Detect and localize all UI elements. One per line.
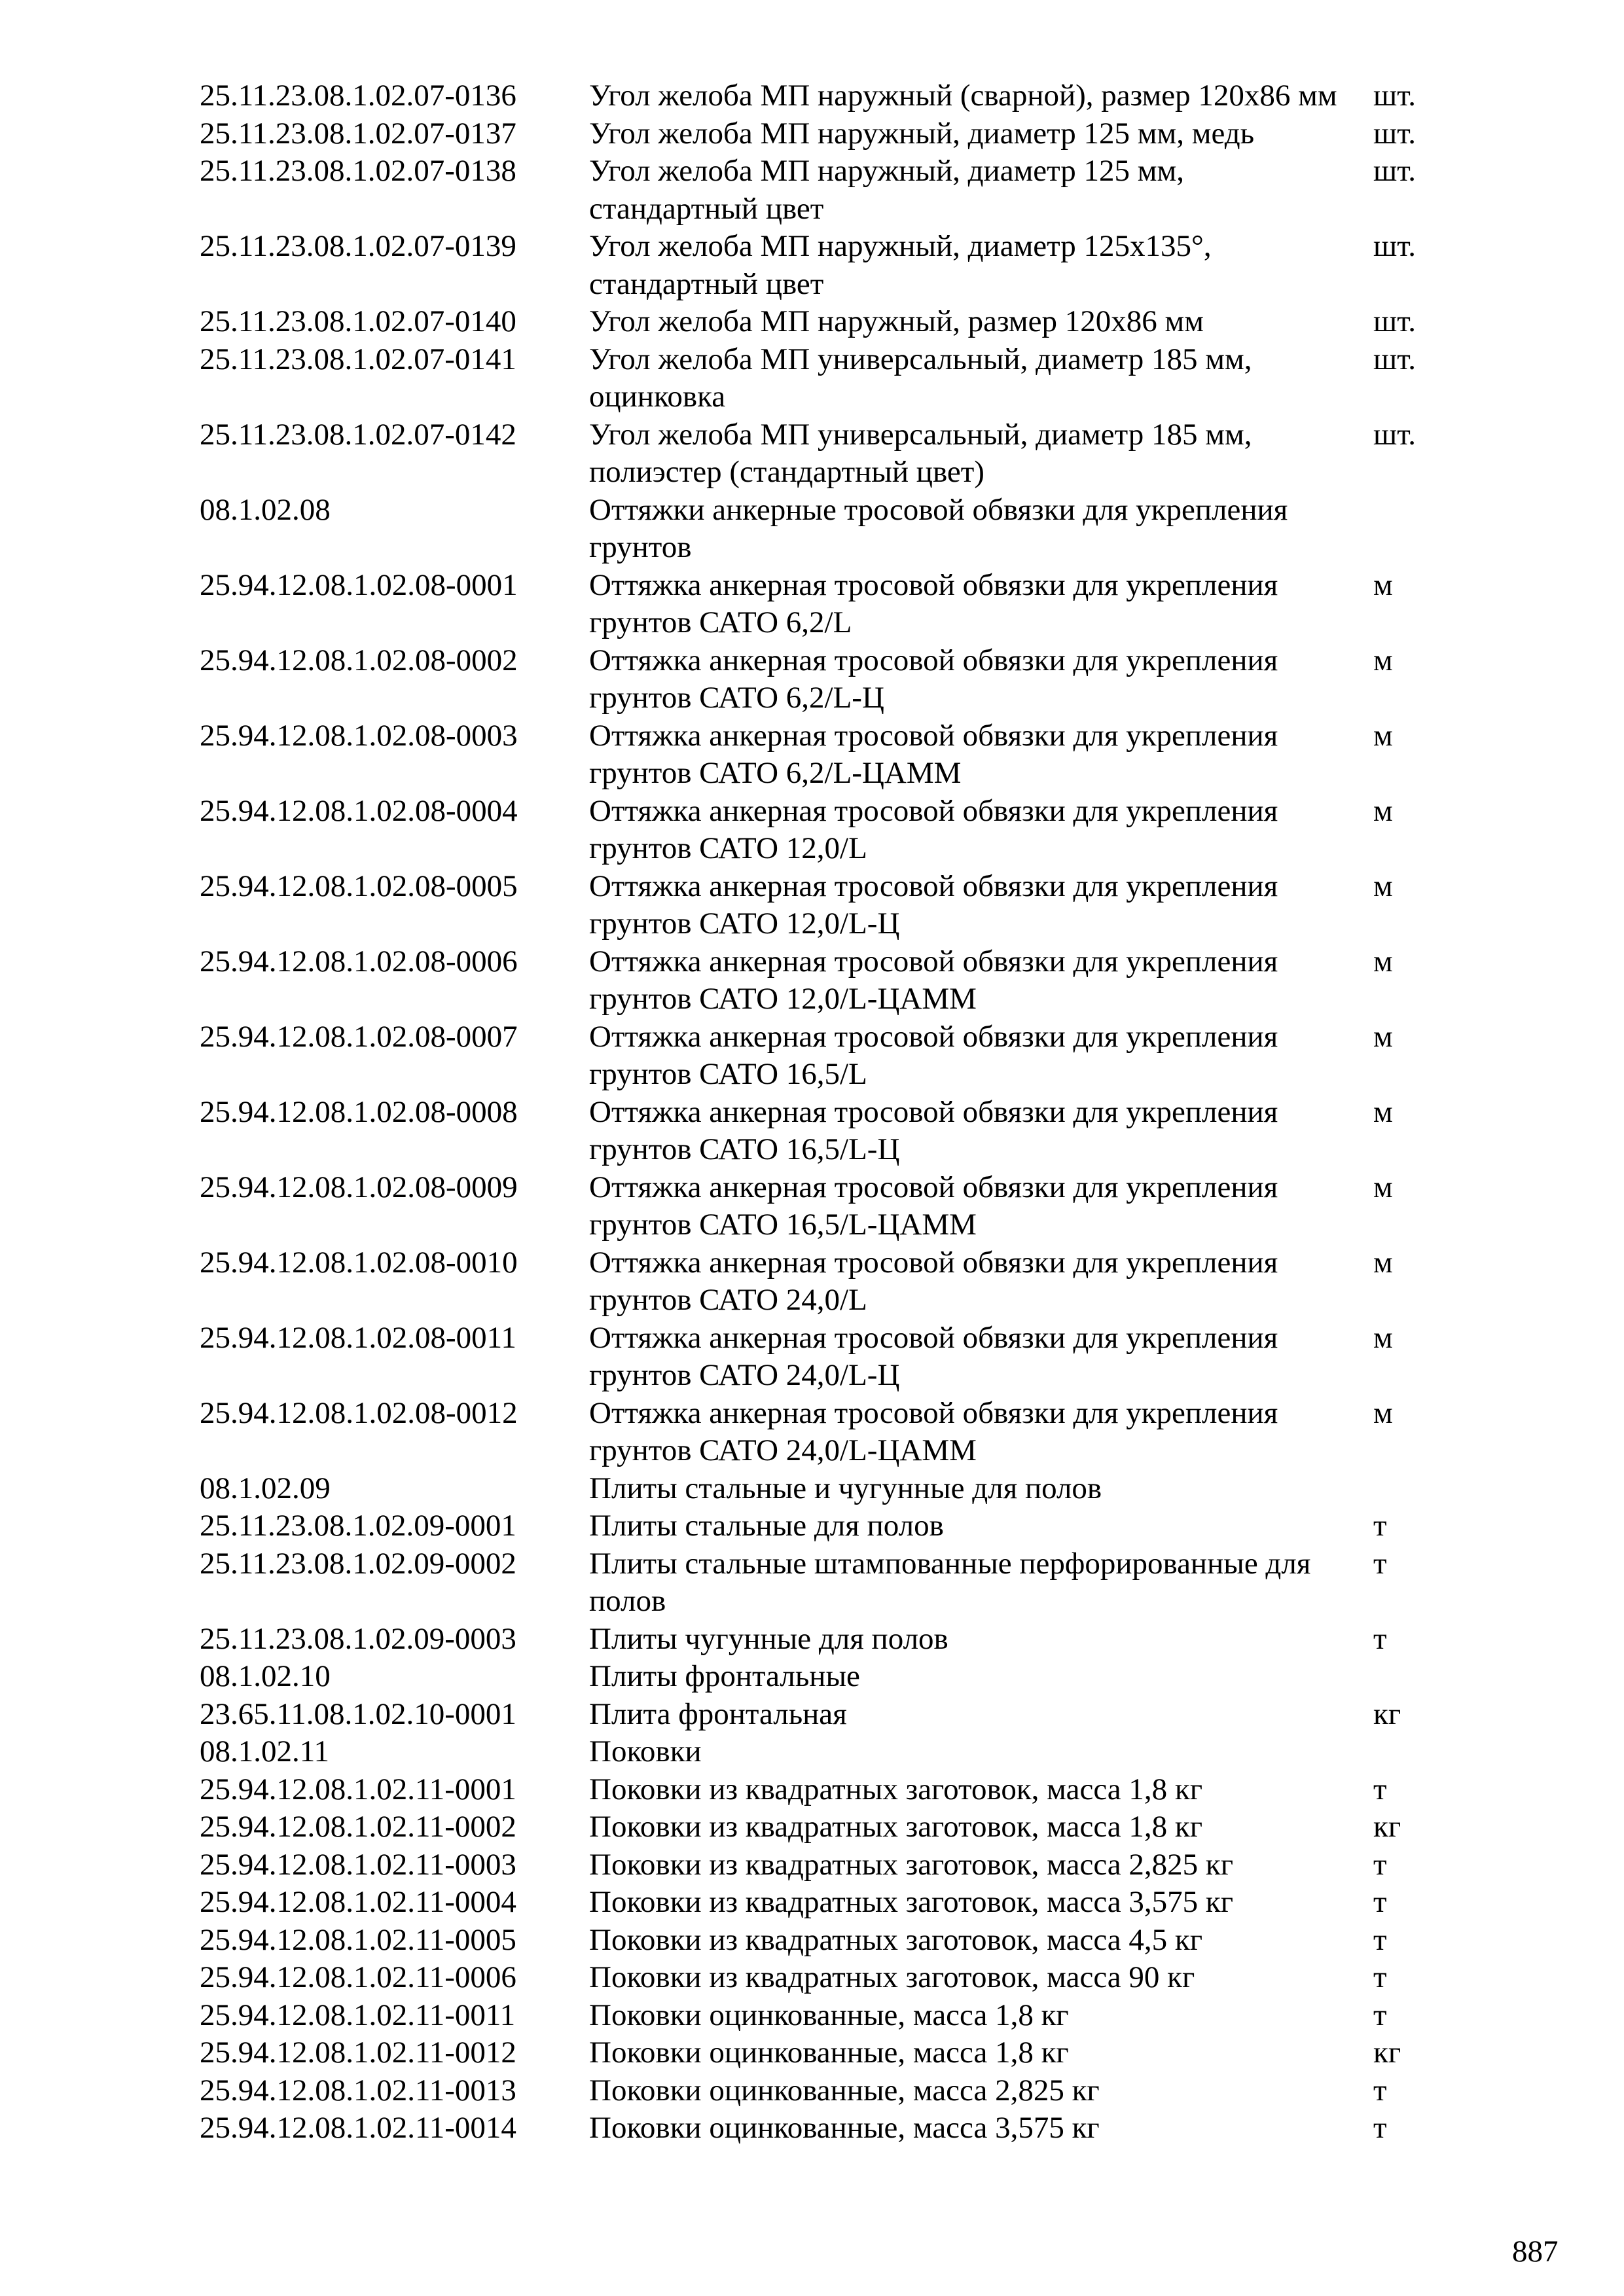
price-list-table: [0, 77, 1624, 2147]
resource-name: Угол желоба МП наружный, диаметр 125 мм, медь: [589, 116, 1255, 151]
resource-code: 25.94.12.08.1.02.11-0003: [200, 1847, 516, 1882]
measure-unit: м: [1373, 1094, 1393, 1129]
table-row: [0, 341, 1624, 416]
resource-name: Поковки из квадратных заготовок, масса 90 кг: [589, 1960, 1195, 1994]
resource-code: 25.11.23.08.1.02.07-0138: [200, 154, 516, 188]
table-row: [0, 1658, 1624, 1696]
resource-code: 25.94.12.08.1.02.11-0006: [200, 1960, 516, 1994]
measure-unit: кг: [1373, 1810, 1401, 1844]
resource-name: Оттяжка анкерная тросовой обвязки для укрепления грунтов САТО 12,0/L-Ц: [589, 869, 1278, 941]
resource-name: Плиты фронтальные: [589, 1659, 860, 1693]
resource-name: Угол желоба МП наружный, диаметр 125x135°, стандартный цвет: [589, 229, 1212, 301]
measure-unit: м: [1373, 793, 1393, 828]
resource-name: Поковки из квадратных заготовок, масса 1,8 кг: [589, 1810, 1202, 1844]
resource-name: Плита фронтальная: [589, 1696, 847, 1731]
table-row: [0, 1094, 1624, 1169]
measure-unit: шт.: [1373, 417, 1416, 452]
resource-name: Оттяжка анкерная тросовой обвязки для укрепления грунтов САТО 6,2/L: [589, 567, 1278, 639]
measure-unit: шт.: [1373, 342, 1416, 376]
resource-name: Поковки оцинкованные, масса 1,8 кг: [589, 1998, 1069, 2032]
resource-code: 08.1.02.11: [200, 1734, 330, 1768]
table-row: [0, 1959, 1624, 1997]
measure-unit: т: [1373, 2073, 1387, 2108]
resource-code: 25.94.12.08.1.02.08-0004: [200, 793, 518, 828]
table-row: [0, 2072, 1624, 2110]
resource-code: 25.94.12.08.1.02.08-0011: [200, 1320, 516, 1355]
table-row: [0, 1771, 1624, 1809]
measure-unit: м: [1373, 944, 1393, 978]
resource-name: Плиты стальные и чугунные для полов: [589, 1471, 1102, 1505]
resource-code: 25.11.23.08.1.02.09-0002: [200, 1546, 516, 1581]
resource-code: 08.1.02.08: [200, 492, 331, 527]
measure-unit: шт.: [1373, 229, 1416, 263]
table-row: [0, 1169, 1624, 1244]
table-row: [0, 943, 1624, 1018]
table-row: [0, 1395, 1624, 1470]
resource-name: Оттяжка анкерная тросовой обвязки для укрепления грунтов САТО 16,5/L: [589, 1019, 1278, 1091]
measure-unit: шт.: [1373, 79, 1416, 113]
table-row: [0, 1997, 1624, 2035]
table-row: [0, 1018, 1624, 1094]
resource-name: Оттяжка анкерная тросовой обвязки для укрепления грунтов САТО 12,0/L-ЦАММ: [589, 944, 1278, 1016]
resource-name: Поковки оцинкованные, масса 1,8 кг: [589, 2036, 1069, 2070]
resource-code: 25.94.12.08.1.02.08-0001: [200, 567, 518, 602]
table-row: [0, 1846, 1624, 1884]
measure-unit: т: [1373, 2111, 1387, 2145]
resource-code: 25.94.12.08.1.02.08-0010: [200, 1245, 518, 1280]
resource-name: Плиты стальные для полов: [589, 1509, 944, 1543]
resource-name: Плиты чугунные для полов: [589, 1621, 948, 1656]
resource-code: 25.94.12.08.1.02.11-0012: [200, 2036, 516, 2070]
resource-code: 25.94.12.08.1.02.08-0007: [200, 1019, 518, 1054]
measure-unit: м: [1373, 1395, 1393, 1430]
table-row: [0, 793, 1624, 868]
measure-unit: м: [1373, 567, 1393, 602]
resource-code: 25.11.23.08.1.02.07-0141: [200, 342, 516, 376]
page-number: 887: [1512, 2234, 1559, 2269]
table-row: [0, 228, 1624, 303]
resource-name: Оттяжка анкерная тросовой обвязки для укрепления грунтов САТО 24,0/L-Ц: [589, 1320, 1278, 1392]
table-row: [0, 1808, 1624, 1846]
resource-name: Поковки из квадратных заготовок, масса 1,8 кг: [589, 1772, 1202, 1806]
table-row: [0, 1319, 1624, 1395]
resource-name: Оттяжка анкерная тросовой обвязки для укрепления грунтов САТО 6,2/L-Ц: [589, 643, 1278, 715]
resource-code: 25.94.12.08.1.02.11-0001: [200, 1772, 516, 1806]
measure-unit: т: [1373, 1960, 1387, 1994]
measure-unit: кг: [1373, 1696, 1401, 1731]
table-row: [0, 1696, 1624, 1734]
resource-code: 25.94.12.08.1.02.08-0006: [200, 944, 518, 978]
table-row: [0, 2034, 1624, 2072]
resource-name: Оттяжка анкерная тросовой обвязки для укрепления грунтов САТО 24,0/L-ЦАММ: [589, 1395, 1278, 1467]
table-row: [0, 868, 1624, 943]
measure-unit: т: [1373, 1621, 1387, 1656]
resource-code: 25.11.23.08.1.02.07-0137: [200, 116, 516, 151]
measure-unit: т: [1373, 1922, 1387, 1957]
table-row: [0, 1244, 1624, 1319]
table-row: [0, 1470, 1624, 1508]
resource-name: Оттяжка анкерная тросовой обвязки для укрепления грунтов САТО 12,0/L: [589, 793, 1278, 865]
resource-name: Поковки из квадратных заготовок, масса 3,575 кг: [589, 1885, 1233, 1919]
measure-unit: м: [1373, 1019, 1393, 1054]
measure-unit: м: [1373, 1170, 1393, 1204]
table-row: [0, 1733, 1624, 1771]
resource-name: Поковки: [589, 1734, 702, 1768]
resource-code: 25.94.12.08.1.02.08-0008: [200, 1094, 518, 1129]
resource-code: 25.94.12.08.1.02.08-0009: [200, 1170, 518, 1204]
resource-code: 25.11.23.08.1.02.09-0003: [200, 1621, 516, 1656]
table-row: [0, 1621, 1624, 1659]
table-row: [0, 416, 1624, 492]
measure-unit: т: [1373, 1998, 1387, 2032]
resource-code: 25.94.12.08.1.02.11-0014: [200, 2111, 516, 2145]
table-row: [0, 1545, 1624, 1621]
resource-code: 25.94.12.08.1.02.11-0002: [200, 1810, 516, 1844]
resource-code: 25.11.23.08.1.02.07-0140: [200, 304, 516, 338]
resource-code: 25.94.12.08.1.02.08-0002: [200, 643, 518, 677]
measure-unit: т: [1373, 1847, 1387, 1882]
resource-name: Угол желоба МП наружный, диаметр 125 мм, стандартный цвет: [589, 154, 1185, 226]
resource-name: Оттяжка анкерная тросовой обвязки для укрепления грунтов САТО 16,5/L-ЦАММ: [589, 1170, 1278, 1242]
table-row: [0, 1884, 1624, 1922]
resource-name: Угол желоба МП наружный, размер 120x86 мм: [589, 304, 1204, 338]
resource-name: Угол желоба МП наружный (сварной), размер 120x86 мм: [589, 79, 1337, 113]
resource-name: Поковки оцинкованные, масса 2,825 кг: [589, 2073, 1100, 2108]
table-row: [0, 2109, 1624, 2147]
resource-name: Поковки оцинкованные, масса 3,575 кг: [589, 2111, 1100, 2145]
measure-unit: м: [1373, 1245, 1393, 1280]
resource-name: Оттяжка анкерная тросовой обвязки для укрепления грунтов САТО 6,2/L-ЦАММ: [589, 718, 1278, 790]
resource-code: 25.94.12.08.1.02.08-0003: [200, 718, 518, 753]
resource-name: Поковки из квадратных заготовок, масса 2,825 кг: [589, 1847, 1233, 1882]
resource-name: Оттяжка анкерная тросовой обвязки для укрепления грунтов САТО 16,5/L-Ц: [589, 1094, 1278, 1166]
measure-unit: шт.: [1373, 304, 1416, 338]
resource-code: 25.94.12.08.1.02.11-0011: [200, 1998, 516, 2032]
table-row: [0, 303, 1624, 341]
table-row: [0, 77, 1624, 115]
table-row: [0, 152, 1624, 228]
table-row: [0, 1507, 1624, 1545]
measure-unit: м: [1373, 1320, 1393, 1355]
table-row: [0, 567, 1624, 642]
measure-unit: т: [1373, 1885, 1387, 1919]
resource-code: 25.94.12.08.1.02.11-0013: [200, 2073, 516, 2108]
measure-unit: кг: [1373, 2036, 1401, 2070]
resource-name: Угол желоба МП универсальный, диаметр 185 мм, оцинковка: [589, 342, 1252, 414]
measure-unit: шт.: [1373, 154, 1416, 188]
resource-code: 25.94.12.08.1.02.08-0005: [200, 869, 518, 903]
measure-unit: т: [1373, 1509, 1387, 1543]
resource-name: Угол желоба МП универсальный, диаметр 185 мм, полиэстер (стандартный цвет): [589, 417, 1252, 489]
table-row: [0, 115, 1624, 153]
resource-name: Оттяжка анкерная тросовой обвязки для укрепления грунтов САТО 24,0/L: [589, 1245, 1278, 1317]
resource-code: 25.11.23.08.1.02.07-0139: [200, 229, 516, 263]
resource-code: 25.11.23.08.1.02.07-0142: [200, 417, 516, 452]
measure-unit: м: [1373, 643, 1393, 677]
resource-code: 25.94.12.08.1.02.11-0004: [200, 1885, 516, 1919]
table-row: [0, 642, 1624, 717]
measure-unit: шт.: [1373, 116, 1416, 151]
resource-name: Оттяжки анкерные тросовой обвязки для укрепления грунтов: [589, 492, 1288, 564]
measure-unit: т: [1373, 1772, 1387, 1806]
table-row: [0, 717, 1624, 793]
resource-name: Поковки из квадратных заготовок, масса 4,5 кг: [589, 1922, 1202, 1957]
resource-name: Плиты стальные штампованные перфорированные для полов: [589, 1546, 1311, 1618]
resource-code: 08.1.02.09: [200, 1471, 331, 1505]
resource-code: 08.1.02.10: [200, 1659, 331, 1693]
measure-unit: м: [1373, 869, 1393, 903]
resource-code: 25.11.23.08.1.02.09-0001: [200, 1509, 516, 1543]
table-row: [0, 1922, 1624, 1960]
resource-code: 23.65.11.08.1.02.10-0001: [200, 1696, 516, 1731]
resource-code: 25.94.12.08.1.02.08-0012: [200, 1395, 518, 1430]
measure-unit: м: [1373, 718, 1393, 753]
table-row: [0, 492, 1624, 567]
resource-code: 25.94.12.08.1.02.11-0005: [200, 1922, 516, 1957]
resource-code: 25.11.23.08.1.02.07-0136: [200, 79, 516, 113]
measure-unit: т: [1373, 1546, 1387, 1581]
